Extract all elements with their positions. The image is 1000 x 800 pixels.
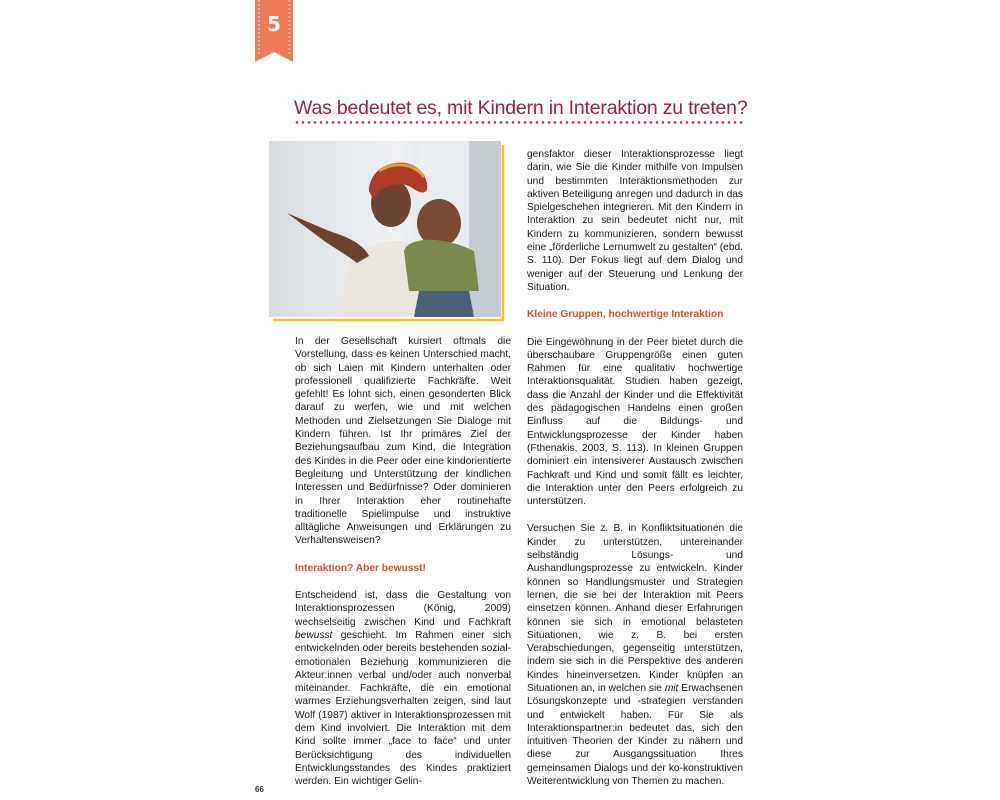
page-number: 66: [255, 785, 264, 794]
continued-paragraph: gensfaktor dieser Interaktionsprozesse liegt darin, wie Sie die Kinder mithilfe von Impulsen und bestimmten Interaktionsmethoden zur aktiven Beteiligung anregen und dadurch in das Spielgeschehen integrieren. Mit den Kindern in Interaktion zu sein bedeutet nicht nur, mit Kindern zu kommunizieren, sondern bewusst eine „förderliche Lernumwelt zu gestalten“ (ebd. S. 110). Der Fokus liegt auf dem Dialog und weniger auf der Steuerung und Lenkung der Situation.: [527, 149, 743, 293]
photo-frame-border: [269, 141, 506, 322]
left-column: [295, 335, 511, 789]
paragraph-konflikt: Versuchen Sie z. B. in Konfliktsituationen die Kinder zu unterstützen, untereinander selbständig Lösungs- und Aushandlungsprozesse zu entwickeln. Kinder können so Handlungsmuster und Strategien lernen, die sie bei der Interaktion mit Peers einsetzen können. Anhand dieser Erfahrungen können sie sich in emotional belasteten Situationen, wie z. B. bei ersten Verabschiedungen, gegenseitig unterstützen, indem sie sich in die Perspektive des anderen Kindes hineinversetzen. Kinder knüpfen an Situationen an, in welchen sie mit Erwachsenen Lösungskonzepte und -strategien verstanden und entwickelt haben. Für Sie als Interaktionspartner:in bedeutet das, sich den intuitiven Theorien der Kinder zu nähern und diese zur Ausgangssituation Ihres gemeinsamen Dialogs und der ko-konstruktiven Weiterentwicklung von Themen zu machen.: [527, 523, 744, 788]
chapter-number: 5: [267, 12, 281, 36]
title-dotted-rule: [294, 121, 744, 124]
page-title: Was bedeutet es, mit Kindern in Interaktion zu treten?: [294, 97, 748, 119]
photo-mother-child: [269, 141, 506, 322]
chapter-tab: [255, 0, 293, 62]
paragraph-kleine-gruppen: Die Eingewöhnung in der Peer bietet durch die überschaubare Gruppengröße einen guten Rahmen für eine qualitativ hochwertige Interaktionsqualität. Studien haben gezeigt, dass die Anzahl der Kinder und die Effektivität des pädagogischen Handelns einen großen Einfluss auf die Bildungs- und Entwicklungsprozesse der Kinder haben (Fthenakis, 2003, S. 113). In kleinen Gruppen dominiert ein intensiverer Austausch zwischen Fachkraft und Kind und somit fällt es leichter, die Interaktion unter den Peers erfolgreich zu unterstützen.: [527, 336, 743, 508]
right-column: [527, 148, 743, 788]
subhead-kleine-gruppen: Kleine Gruppen, hochwertige Interaktion: [527, 309, 724, 321]
subhead-interaktion: Interaktion? Aber bewusst!: [295, 562, 426, 574]
intro-paragraph: In der Gesellschaft kursiert oftmals die Vorstellung, dass es keinen Unterschied macht, ob sich Laien mit Kindern unterhalten oder professionell qualifizierte Fachkräfte. Weit gefehlt! Es lohnt sich, einen gesonderten Blick darauf zu werfen, wie und mit welchen Methoden und Zielsetzungen Sie Dialoge mit Kindern führen. Ist Ihr primäres Ziel der Beziehungsaufbau zum Kind, die Integration des Kindes in die Peer oder eine kindorientierte Begleitung und Unterstützung der kindlichen Interessen und Bedürfnisse? Oder dominieren in Ihrer Interaktion eher routinehafte traditionelle Spielimpulse und instruktive alltägliche Anweisungen und Erklärungen zu Verhaltensweisen?: [295, 336, 511, 547]
paragraph-interaktion: Entscheidend ist, dass die Gestaltung von Interaktionsprozessen (König, 2009) wechselseitig zwischen Kind und Fachkraft bewusst geschieht. Im Rahmen einer sich entwickelnden oder bereits bestehenden sozial-emotionalen Beziehung kommunizieren die Akteur:innen verbal und/oder auch nonverbal miteinander. Fachkräfte, die ein emotional warmes Erziehungsverhalten zeigen, sind laut Wolf (1987) aktiver in Interaktionsprozessen mit dem Kind involviert. Die Interaktion mit dem Kind sollte immer „face to face“ und unter Berücksichtigung des individuellen Entwicklungsstandes des Kindes praktiziert werden. Ein wichtiger Gelin-: [295, 590, 511, 788]
